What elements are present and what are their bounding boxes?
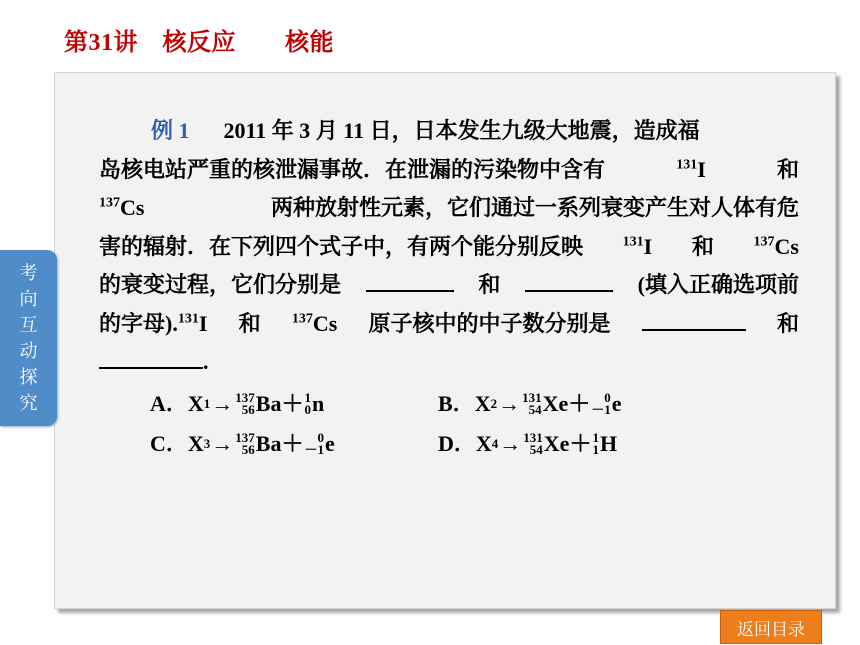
mass-number: 131 <box>522 390 542 405</box>
side-tab-char: 究 <box>19 393 38 413</box>
answer-blank-2[interactable] <box>525 266 613 292</box>
plus-symbol: ＋ <box>568 391 591 416</box>
charge-number: 54 <box>528 402 542 417</box>
mass-number: 1 <box>304 390 311 405</box>
isotope-symbol: I <box>643 233 653 259</box>
example-label: 例 1 <box>151 118 190 143</box>
isotope-symbol: I <box>697 156 706 182</box>
isotope-mass: 131 <box>676 157 698 173</box>
isotope-symbol: Cs <box>312 310 338 336</box>
text-segment: 和 <box>478 272 501 297</box>
text-segment: 和 <box>238 310 261 336</box>
isotope-mass: 131 <box>177 311 199 327</box>
problem-line-6 <box>99 305 799 344</box>
mass-number: 0 <box>604 390 611 405</box>
particle-symbol: e <box>611 391 622 416</box>
isotope-mass: 137 <box>291 311 313 327</box>
option-c[interactable] <box>150 424 438 464</box>
option-label: D． <box>438 431 476 456</box>
isotope-symbol: Cs <box>120 195 145 220</box>
element-symbol: Xe <box>542 391 569 416</box>
particle-symbol: e <box>325 431 335 456</box>
option-d[interactable] <box>438 424 726 464</box>
problem-text <box>99 112 799 382</box>
nuclide-x: X <box>474 391 491 416</box>
problem-line-4 <box>99 228 799 267</box>
text-segment: 和 <box>691 233 714 259</box>
charge-number: 1 <box>592 442 599 457</box>
particle-symbol: H <box>599 431 618 456</box>
answer-blank-4[interactable] <box>99 343 203 369</box>
arrow-symbol: → <box>498 391 521 416</box>
text-segment: 原子核中的中子数分别是 <box>368 310 611 336</box>
text-segment: (填入正确选项前 <box>637 272 799 297</box>
nuclide-x-subscript: 1 <box>203 396 211 411</box>
options-row-2 <box>150 424 726 464</box>
isotope-mass: 131 <box>622 234 644 250</box>
plus-symbol: ＋ <box>281 431 304 456</box>
answer-blank-3[interactable] <box>642 305 746 331</box>
arrow-symbol: → <box>211 431 234 456</box>
side-tab-char: 探 <box>19 367 38 387</box>
charge-number: 56 <box>241 402 255 417</box>
text-segment: 2011 年 3 月 11 日，日本发生九级大地震，造成福 <box>223 118 700 143</box>
text-segment: 和 <box>776 310 799 336</box>
option-a[interactable] <box>150 384 438 424</box>
page-title: 第31讲 核反应 核能 <box>64 30 334 56</box>
mass-number: 1 <box>592 430 599 445</box>
side-tab-char: 考 <box>19 263 38 283</box>
charge-number: 56 <box>241 442 255 457</box>
problem-line-3 <box>99 189 799 228</box>
nuclide-x-subscript: 3 <box>203 436 211 451</box>
options-row-1 <box>150 384 726 424</box>
charge-number: 54 <box>529 442 543 457</box>
option-label: C． <box>150 431 188 456</box>
side-tab-explore[interactable] <box>0 250 57 426</box>
charge-number: －1 <box>304 442 324 457</box>
side-tab-char: 向 <box>19 289 38 309</box>
text-segment: 和 <box>776 156 799 182</box>
element-symbol: Xe <box>543 431 570 456</box>
element-symbol: Ba <box>255 391 282 416</box>
problem-line-5 <box>99 266 799 305</box>
nuclide-x-subscript: 4 <box>491 436 499 451</box>
text-segment: 两种放射性元素，它们通过一系列衰变产生对人体有危 <box>270 195 799 220</box>
nuclide-x: X <box>187 431 204 456</box>
answer-blank-1[interactable] <box>366 266 454 292</box>
plus-symbol: ＋ <box>281 391 304 416</box>
nuclide-x: X <box>187 391 204 416</box>
option-label: B． <box>438 391 475 416</box>
problem-line-7 <box>99 343 799 382</box>
side-tab-char: 互 <box>19 315 38 335</box>
option-b[interactable] <box>438 384 726 424</box>
nuclide-x-subscript: 2 <box>490 396 498 411</box>
back-to-contents-button[interactable]: 返回目录 <box>720 610 822 644</box>
problem-line-2 <box>99 151 799 190</box>
mass-number: 137 <box>235 390 255 405</box>
nuclide-x: X <box>475 431 492 456</box>
answer-options <box>150 384 726 464</box>
mass-number: 0 <box>317 430 324 445</box>
element-symbol: Ba <box>255 431 282 456</box>
isotope-mass: 137 <box>99 195 120 211</box>
text-segment: 害的辐射．在下列四个式子中，有两个能分别反映 <box>99 233 584 259</box>
option-label: A． <box>150 391 188 416</box>
text-segment: 的衰变过程，它们分别是 <box>99 272 342 297</box>
text-segment: 岛核电站严重的核泄漏事故．在泄漏的污染物中含有 <box>99 156 606 182</box>
mass-number: 131 <box>523 430 543 445</box>
arrow-symbol: → <box>499 431 522 456</box>
mass-number: 137 <box>235 430 255 445</box>
isotope-symbol: Cs <box>774 233 799 259</box>
charge-number: －1 <box>591 402 611 417</box>
particle-symbol: n <box>311 391 325 416</box>
side-tab-char: 动 <box>19 341 38 361</box>
isotope-symbol: I <box>198 310 208 336</box>
arrow-symbol: → <box>211 391 234 416</box>
charge-number: 0 <box>304 402 311 417</box>
plus-symbol: ＋ <box>569 431 592 456</box>
text-segment: 的字母). <box>99 310 178 336</box>
isotope-mass: 137 <box>753 234 775 250</box>
problem-line-1 <box>99 112 799 151</box>
text-segment: . <box>203 349 209 374</box>
